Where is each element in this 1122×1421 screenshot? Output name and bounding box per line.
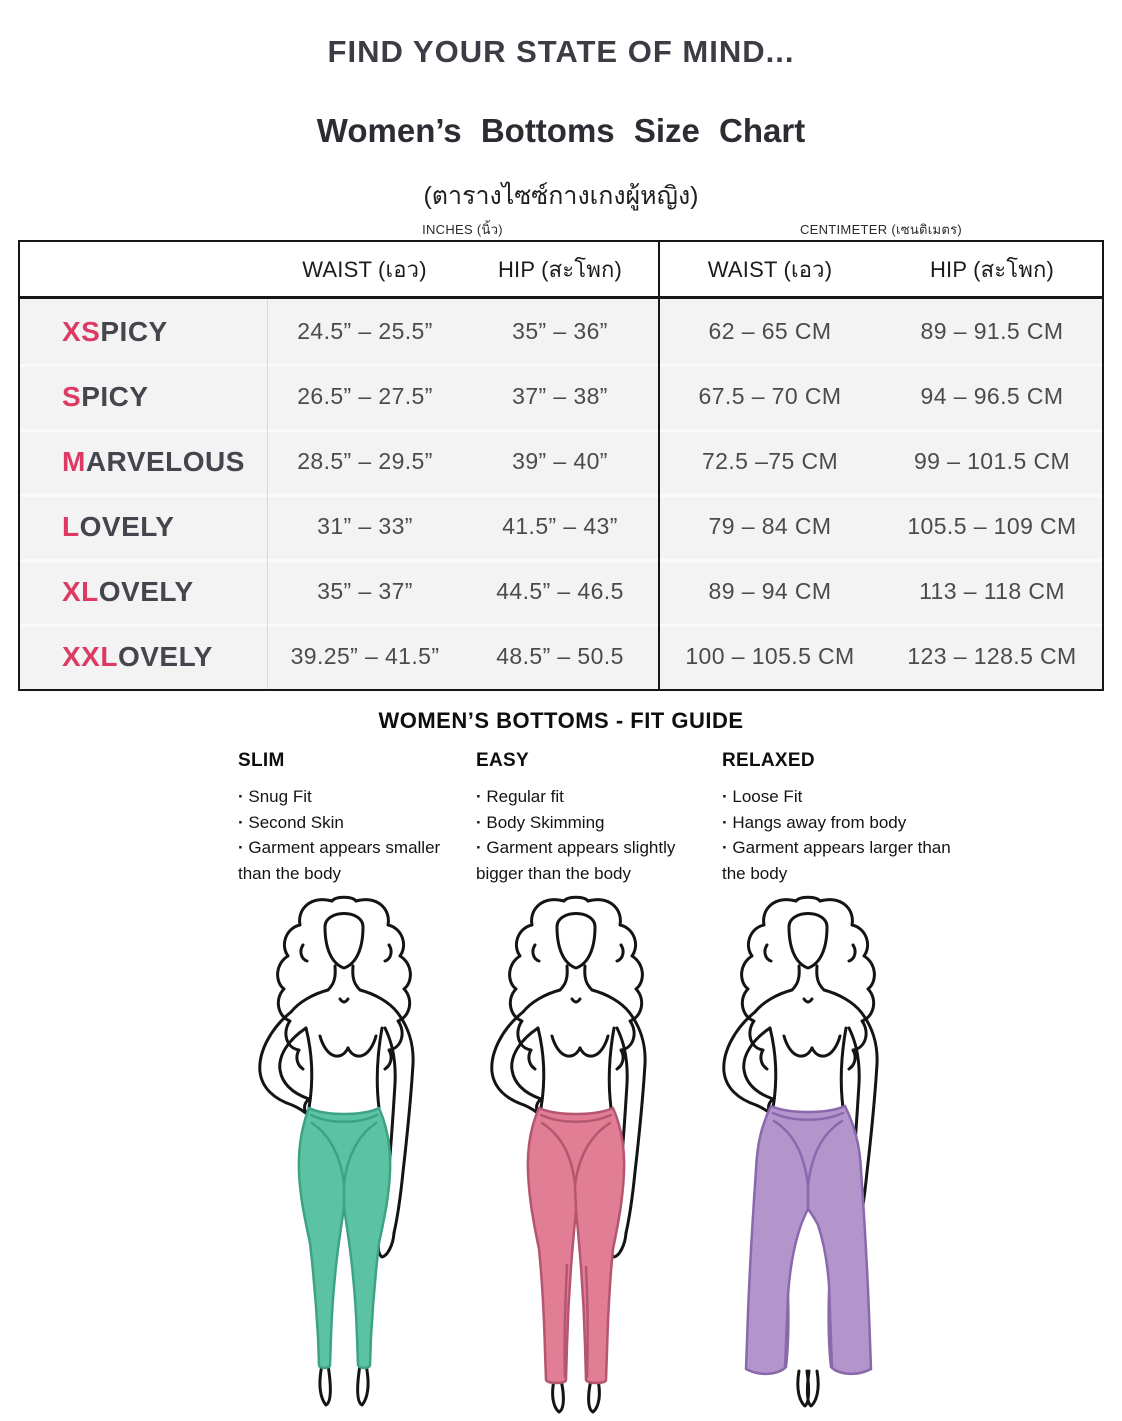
fit-column-slim xyxy=(238,750,476,886)
waist-cm-value: 79 – 84 CM xyxy=(658,494,880,559)
table-row-xlovely xyxy=(20,559,1102,624)
collarbone xyxy=(340,999,348,1002)
waist-inches-value: 26.5” – 27.5” xyxy=(267,364,462,429)
table-row-xspicy xyxy=(20,299,1102,364)
fit-bullet: · Loose Fit xyxy=(722,784,958,810)
hair-top xyxy=(796,897,820,901)
fit-heading: RELAXED xyxy=(722,750,815,771)
hip-cm-value: 89 – 91.5 CM xyxy=(920,318,1064,344)
size-rest: OVELY xyxy=(98,575,194,607)
page-subtitle-thai: (ตารางไซซ์กางเกงผู้หญิง) xyxy=(423,182,699,210)
figure-relaxed-illustration xyxy=(693,885,923,1420)
waist-inches-value: 31” – 33” xyxy=(267,494,462,559)
waist-cm-value: 100 – 105.5 CM xyxy=(658,624,880,689)
size-accent: L xyxy=(62,510,80,542)
arm-left-inner xyxy=(280,1028,309,1099)
waist-inches-value: 35” – 37” xyxy=(267,559,462,624)
size-name xyxy=(20,494,267,559)
hair-curl-right xyxy=(849,945,855,961)
hair-curl-right xyxy=(617,945,623,961)
hair-top xyxy=(332,897,356,901)
size-name xyxy=(20,559,267,624)
arm-left-inner xyxy=(512,1028,541,1099)
size-rest: PICY xyxy=(81,380,149,412)
hip-inches-value: 37” – 38” xyxy=(512,383,608,409)
bust-left xyxy=(784,1036,812,1056)
face xyxy=(557,914,595,969)
hip-cm-value: 123 – 128.5 CM xyxy=(907,643,1077,669)
hip-cm-value: 99 – 101.5 CM xyxy=(913,448,1071,474)
shoulder-left xyxy=(755,990,792,1012)
collarbone xyxy=(804,999,812,1002)
fit-bullet: · Regular fit xyxy=(476,784,722,810)
fit-bullet: · Garment appears larger than the body xyxy=(722,835,958,886)
shoulder-left xyxy=(523,990,560,1012)
torso-right xyxy=(377,1028,382,1108)
hip-inches-value: 44.5” – 46.5 xyxy=(496,578,624,604)
size-name xyxy=(20,429,267,494)
header-hip-inches: HIP (สะโพก) xyxy=(497,256,623,282)
arm-left-outer xyxy=(492,1012,541,1116)
torso-left xyxy=(538,1028,544,1108)
face xyxy=(789,914,827,969)
waist-cm-value: 89 – 94 CM xyxy=(658,559,880,624)
pants-slim xyxy=(299,1108,390,1368)
bust-right xyxy=(348,1036,376,1056)
waist-inches-value: 39.25” – 41.5” xyxy=(267,624,462,689)
hip-inches-value: 48.5” – 50.5 xyxy=(496,643,624,669)
torso-left xyxy=(770,1028,776,1108)
size-rest: OVELY xyxy=(79,510,175,542)
hip-cm-value: 105.5 – 109 CM xyxy=(907,513,1077,539)
fit-guide-figures xyxy=(0,885,1122,1420)
bust-left xyxy=(552,1036,580,1056)
size-accent: S xyxy=(62,380,82,412)
collarbone xyxy=(572,999,580,1002)
fit-bullet: · Garment appears smaller than the body xyxy=(238,835,476,886)
bust-left xyxy=(320,1036,348,1056)
torso-right xyxy=(841,1028,846,1108)
shoulder-right xyxy=(824,990,861,1012)
header-hip-cm: HIP (สะโพก) xyxy=(929,256,1055,282)
waist-cm-value: 67.5 – 70 CM xyxy=(658,364,880,429)
fit-heading: EASY xyxy=(476,750,529,771)
foot-left xyxy=(553,1380,564,1412)
pants-easy xyxy=(528,1108,624,1383)
fit-heading: SLIM xyxy=(238,750,285,771)
header-size-blank xyxy=(20,242,267,296)
waist-inches-value: 24.5” – 25.5” xyxy=(267,299,462,364)
neck-right xyxy=(585,966,592,990)
size-name xyxy=(20,299,267,364)
pants-relaxed xyxy=(746,1106,871,1374)
fit-column-easy xyxy=(476,750,722,886)
size-accent: XL xyxy=(62,575,99,607)
table-row-xxlovely xyxy=(20,624,1102,689)
shoulder-right xyxy=(360,990,397,1012)
size-rest: OVELY xyxy=(117,640,213,672)
hip-inches-value: 39” – 40” xyxy=(512,448,608,474)
hair-curl-left xyxy=(765,945,771,961)
fit-guide-title: WOMEN’S BOTTOMS - FIT GUIDE xyxy=(378,708,744,733)
arm-left-outer xyxy=(724,1012,773,1116)
arm-left-inner xyxy=(744,1028,773,1099)
torso-left xyxy=(306,1028,312,1108)
waist-cm-value: 72.5 –75 CM xyxy=(658,429,880,494)
foot-left xyxy=(320,1365,330,1405)
size-accent: M xyxy=(62,445,86,477)
hip-inches-value: 41.5” – 43” xyxy=(502,513,618,539)
size-name xyxy=(20,624,267,689)
fit-bullet: · Body Skimming xyxy=(476,810,722,836)
neck-left xyxy=(792,966,799,990)
table-row-marvelous xyxy=(20,429,1102,494)
hip-cm-value: 94 – 96.5 CM xyxy=(920,383,1064,409)
header-waist-cm: WAIST (เอว) xyxy=(658,242,880,296)
size-table xyxy=(18,240,1104,691)
bust-right xyxy=(812,1036,840,1056)
fit-guide-columns xyxy=(238,750,958,886)
face xyxy=(325,914,363,969)
size-rest: PICY xyxy=(100,315,168,347)
neck-right xyxy=(353,966,360,990)
arm-left-outer xyxy=(260,1012,309,1116)
fit-bullet: · Hangs away from body xyxy=(722,810,958,836)
fit-column-relaxed xyxy=(722,750,958,886)
size-table-header-row xyxy=(20,242,1102,299)
hair-curl-left xyxy=(301,945,307,961)
figure-easy-illustration xyxy=(461,885,691,1420)
shoulder-left xyxy=(291,990,328,1012)
page-title: FIND YOUR STATE OF MIND... xyxy=(327,34,795,69)
neck-left xyxy=(560,966,567,990)
size-rest: ARVELOUS xyxy=(85,445,245,477)
header-waist-inches: WAIST (เอว) xyxy=(302,256,427,282)
size-accent: XS xyxy=(62,315,101,347)
fit-bullet: · Second Skin xyxy=(238,810,476,836)
neck-left xyxy=(328,966,335,990)
foot-right xyxy=(589,1380,600,1412)
unit-label-inches: INCHES (นิ้ว) xyxy=(422,222,503,237)
hip-cm-value: 113 – 118 CM xyxy=(919,578,1065,604)
center-seam xyxy=(575,1185,576,1211)
hair-top xyxy=(564,897,588,901)
page-subtitle: Women’s Bottoms Size Chart xyxy=(316,112,806,149)
bust-right xyxy=(580,1036,608,1056)
figure-slim-illustration xyxy=(229,885,459,1420)
hair-curl-right xyxy=(385,945,391,961)
hip-inches-value: 35” – 36” xyxy=(512,318,608,344)
table-row-lovely xyxy=(20,494,1102,559)
shoulder-right xyxy=(592,990,629,1012)
waist-cm-value: 62 – 65 CM xyxy=(658,299,880,364)
hair-curl-left xyxy=(533,945,539,961)
foot-right xyxy=(358,1365,368,1405)
neck-right xyxy=(817,966,824,990)
unit-label-centimeter: CENTIMETER (เซนติเมตร) xyxy=(799,222,963,237)
size-name xyxy=(20,364,267,429)
fit-bullet: · Garment appears slightly bigger than the body xyxy=(476,835,722,886)
size-accent: XXL xyxy=(62,640,118,672)
torso-right xyxy=(609,1028,614,1108)
table-row-spicy xyxy=(20,364,1102,429)
fit-bullet: · Snug Fit xyxy=(238,784,476,810)
waist-inches-value: 28.5” – 29.5” xyxy=(267,429,462,494)
